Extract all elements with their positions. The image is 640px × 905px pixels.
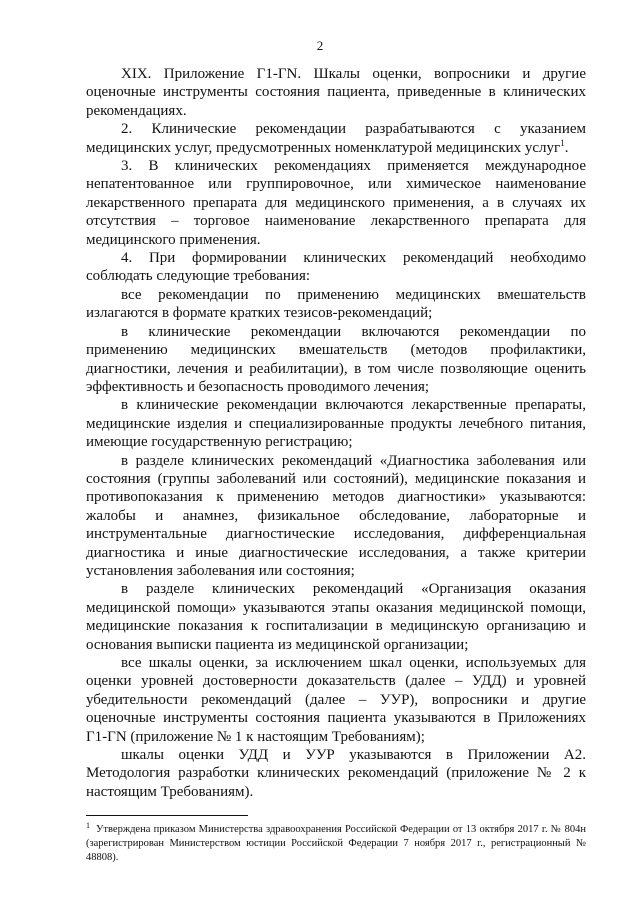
footnote-mark: 1	[86, 820, 90, 830]
page-number: 2	[316, 38, 324, 53]
footnote	[86, 820, 586, 864]
paragraph-2-text: 2. Клинические рекомендации разрабатываются с указанием медицинских услуг, предусмотренных номенклатурой медицинских услуг	[86, 121, 586, 156]
requirement-diagnostics-section: в разделе клинических рекомендаций «Диагностика заболевания или состояния (группы заболеваний или состояний), медицинские показания и противопоказания к применению методов диагностики» указываются: жалобы и анамнез, физикальное обследование, лабораторные и инструментальные диагностические исследования, дифференциальная диагностика и иные диагностические исследования, а также критерии установления заболевания или состояния;	[86, 452, 586, 579]
requirement-assessment-scales: все шкалы оценки, за исключением шкал оценки, используемых для оценки уровней достоверности доказательств (далее – УДД) и уровней убедительности рекомендаций (далее – УУР), вопросники и другие оценочные инструменты состояния пациента указываются в Приложениях Г1-ГN (приложение № 1 к настоящим Требованиям);	[86, 655, 586, 745]
paragraph-4-requirements: 4. При формировании клинических рекомендаций необходимо соблюдать следующие требования:	[86, 250, 586, 285]
paragraph-2-end: .	[564, 139, 569, 156]
requirement-registered-products: в клинические рекомендации включаются лекарственные препараты, медицинские изделия и специализированные продукты лечебного питания, имеющие государственную регистрацию;	[86, 397, 586, 451]
requirement-interventions: в клинические рекомендации включаются рекомендации по применению медицинских вмешательств (методов профилактики, диагностики, лечения и реабилитации), в том числе позволяющие оценить эффективность и безопасность проводимого лечения;	[86, 323, 586, 395]
requirement-udd-uur-scales: шкалы оценки УДД и УУР указываются в Приложении А2. Методология разработки клинических рекомендаций (приложение № 2 к настоящим Требованиям).	[86, 747, 586, 800]
footnote-text: Утверждена приказом Министерства здравоохранения Российской Федерации от 13 октября 2017 г. № 804н (зарегистрирован Министерством юстиции Российской Федерации 7 ноября 2017 г., регистрационный № 48808).	[86, 824, 586, 863]
paragraph-3-drug-names: 3. В клинических рекомендациях применяется международное непатентованное или группировочное, или химическое наименование лекарственного препарата для медицинского применения, а в случаях их отсутствия – торговое наименование лекарственного препарата для медицинского применения.	[86, 158, 586, 248]
paragraph-2-medical-services	[86, 120, 586, 157]
footnote-separator	[86, 815, 248, 816]
requirement-care-organization-section: в разделе клинических рекомендаций «Организация оказания медицинской помощи» указываются этапы оказания медицинской помощи, медицинские показания к госпитализации в медицинскую организацию и основания выписки пациента из медицинской организации;	[86, 581, 586, 653]
document-body	[86, 65, 586, 801]
requirement-theses: все рекомендации по применению медицинских вмешательств излагаются в формате кратких тезисов-рекомендаций;	[86, 286, 586, 322]
paragraph-appendix-g1-gn: XIX. Приложение Г1-ГN. Шкалы оценки, вопросники и другие оценочные инструменты состояния пациента, приведенные в клинических рекомендациях.	[86, 66, 586, 119]
footnote-reference[interactable]: 1	[560, 137, 565, 148]
